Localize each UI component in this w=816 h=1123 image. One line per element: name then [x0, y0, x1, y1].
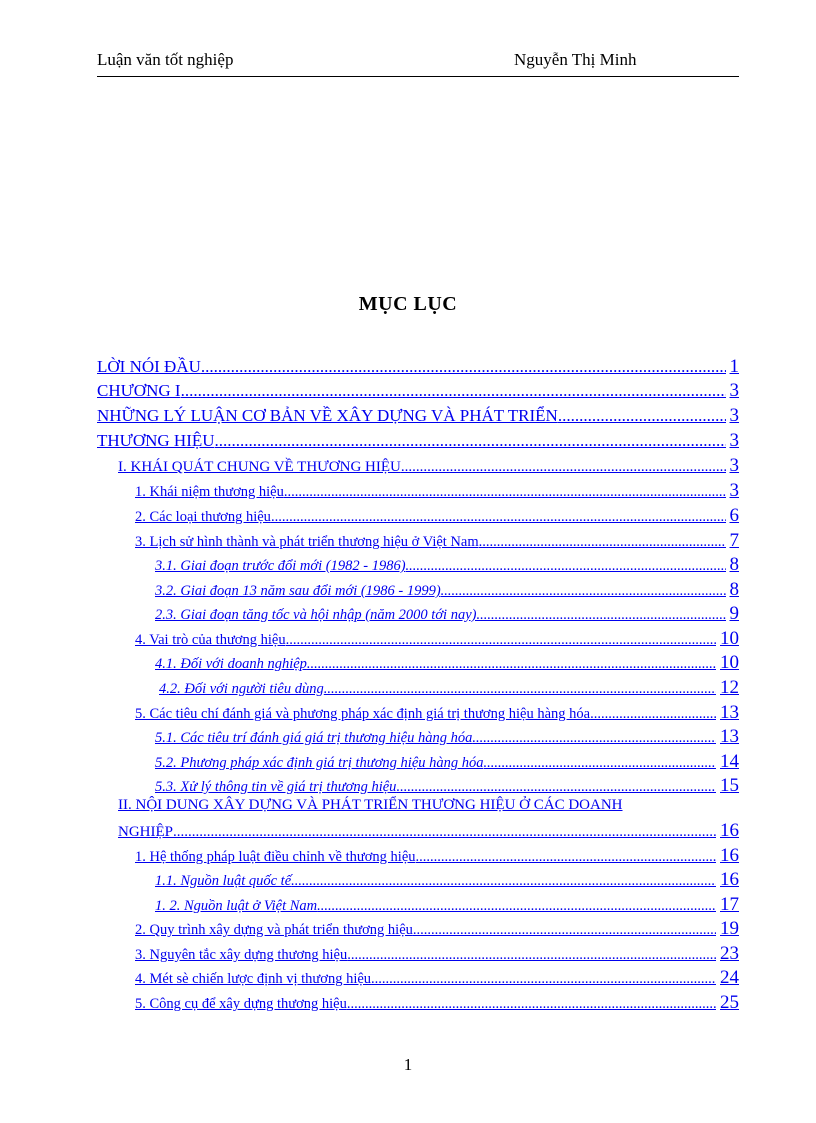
toc-entry[interactable]: 4. Mét sè chiến lược định vị thương hiệu ..... 24 — [135, 967, 739, 987]
toc-entry[interactable]: 2. Các loại thương hiệu ..... 6 — [135, 505, 739, 525]
toc-entry[interactable]: 1. Khái niệm thương hiệu ..... 3 — [135, 480, 739, 500]
toc-entry[interactable]: 5.1. Các tiêu trí đánh giá giá trị thương hiệu hàng hóa ..... 13 — [155, 726, 739, 746]
toc-entry[interactable]: 3. Lịch sử hình thành và phát triển thương hiệu ở Việt Nam ..... 7 — [135, 530, 739, 550]
toc-entry[interactable]: 2.3. Giai đoạn tăng tốc và hội nhập (năm 2000 tới nay) ..... 9 — [155, 603, 739, 623]
toc-entry[interactable]: 4. Vai trò của thương hiệu ..... 10 — [135, 628, 739, 648]
header-right: Nguyễn Thị Minh — [514, 50, 637, 69]
toc-entry[interactable]: 5.2. Phương pháp xác định giá trị thương hiệu hàng hóa ..... 14 — [155, 751, 739, 771]
toc-entry[interactable]: 3.2. Giai đoạn 13 năm sau đổi mới (1986 - 1999) ..... 8 — [155, 579, 739, 599]
toc-entry[interactable]: 1. 2. Nguồn luật ở Việt Nam ..... 17 — [155, 894, 739, 914]
toc-entry[interactable]: 5.3. Xử lý thông tin về giá trị thương hiệu ..... 15 — [155, 775, 739, 795]
toc-entry[interactable]: 3. Nguyên tắc xây dựng thương hiệu ..... 23 — [135, 943, 739, 963]
toc-entry[interactable]: 5. Các tiêu chí đánh giá và phương pháp xác định giá trị thương hiệu hàng hóa ..... 13 — [135, 702, 739, 722]
toc-entry[interactable]: CHƯƠNG I ..... 3 — [97, 380, 739, 402]
toc-entry[interactable]: NGHIỆP ..... 16 — [118, 820, 739, 840]
toc-entry[interactable]: 1.1. Nguồn luật quốc tế ..... 16 — [155, 869, 739, 889]
toc-entry[interactable]: 4.1. Đối với doanh nghiệp ..... 10 — [155, 652, 739, 672]
toc-entry[interactable]: 3.1. Giai đoạn trước đổi mới (1982 - 1986) ..... 8 — [155, 554, 739, 574]
toc-entry[interactable]: LỜI NÓI ĐẦU ..... 1 — [97, 356, 739, 378]
toc-entry[interactable]: 5. Công cụ để xây dựng thương hiệu ..... 25 — [135, 992, 739, 1012]
toc-entry[interactable]: 2. Quy trình xây dựng và phát triển thương hiệu ..... 19 — [135, 918, 739, 938]
toc-entry[interactable]: 4.2. Đối với người tiêu dùng ..... 12 — [159, 677, 739, 697]
page-number: 1 — [403, 1055, 413, 1074]
page-header — [97, 48, 739, 77]
header-left: Luận văn tốt nghiệp — [97, 50, 234, 69]
toc-entry[interactable]: 1. Hệ thống pháp luật điều chỉnh về thương hiệu ..... 16 — [135, 845, 739, 865]
toc-entry[interactable]: NHỮNG LÝ LUẬN CƠ BẢN VỀ XÂY DỰNG VÀ PHÁT TRIỂN ..... 3 — [97, 405, 739, 427]
page-title: MỤC LỤC — [358, 293, 458, 315]
toc-entry[interactable]: THƯƠNG HIỆU ..... 3 — [97, 430, 739, 452]
toc-entry[interactable]: I. KHÁI QUÁT CHUNG VỀ THƯƠNG HIỆU ..... 3 — [118, 455, 739, 475]
toc-entry-wrapped-line[interactable]: II. NỘI DUNG XÂY DỰNG VÀ PHÁT TRIỂN THƯƠNG HIỆU Ở CÁC DOANH — [118, 797, 623, 813]
